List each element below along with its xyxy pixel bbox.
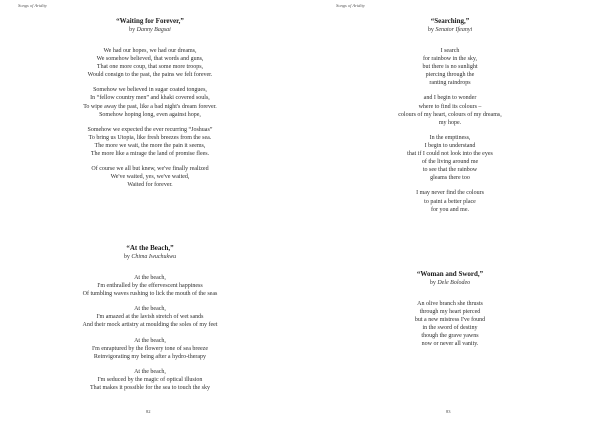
- poem-line: To bring us Utopia, like fresh breezes from the sea.: [88, 134, 212, 141]
- poem-line: colours of my heart, colours of my dreams,: [398, 111, 502, 118]
- poem-line: ranting raindrops: [429, 80, 471, 87]
- poem-line: Would consign to the past, the pains we felt forever.: [87, 72, 213, 79]
- poem-line: That makes it possible for the sea to touch the sky: [90, 385, 210, 392]
- poem-searching: [320, 17, 580, 214]
- poem-line: of the living around me: [421, 159, 479, 166]
- poem-byline: [320, 279, 580, 288]
- poem-line: Somehow we believed in sugar coated tongues,: [93, 87, 207, 94]
- poem-line: but there is no sunlight: [422, 64, 478, 71]
- poem-line: in the sword of destiny: [422, 325, 478, 332]
- poem-line: Reinvigorating my being after a hydro-therapy: [93, 353, 207, 360]
- poem-line: Somehow we expected the ever recurring “Joshuas”: [87, 126, 213, 133]
- poem-byline: [320, 26, 580, 35]
- poem-line: my hope.: [438, 119, 462, 126]
- poem-line: for you and me.: [431, 206, 469, 213]
- stanza: [20, 368, 280, 392]
- page-number: 82: [146, 409, 151, 414]
- poem-line: That one more coup, that some more troops,: [96, 64, 204, 71]
- poem-title: “Searching,”: [430, 17, 470, 25]
- stanza: [20, 47, 280, 79]
- by-label: by: [123, 254, 130, 260]
- stanza: [20, 305, 280, 329]
- poem-line: We've waited, yes, we've waited,: [110, 174, 190, 181]
- poem-title: “Waiting for Forever,”: [116, 17, 184, 25]
- running-header: Songs of Aridity: [336, 3, 365, 8]
- poem-author: Dele Bolodeo: [437, 280, 471, 286]
- poem-line: I may never find the colours: [416, 190, 484, 197]
- poem-byline: [20, 26, 280, 35]
- poem-author: Senator Ifeanyi: [435, 27, 473, 33]
- by-label: by: [429, 280, 436, 286]
- by-label: by: [129, 27, 136, 33]
- poem-line: but a new mistress I've found: [414, 317, 486, 324]
- poem-line: I'm seduced by the magic of optical illusion: [97, 376, 203, 383]
- poem-line: to see that the rainbow: [422, 167, 478, 174]
- poem-line: to paint a better place: [424, 198, 476, 205]
- stanza: [320, 47, 580, 87]
- poem-line: To wipe away the past, like a bad night's dream forever.: [83, 103, 217, 110]
- poem-title: “At the Beach,”: [126, 244, 174, 252]
- poem-line: Somehow hoping long, even against hope,: [99, 111, 201, 118]
- poem-line: and I begin to wonder: [423, 95, 477, 102]
- poem-line: though the grave yawns: [421, 333, 479, 340]
- poem-line: At the beach,: [134, 306, 166, 313]
- poem-line: The more like a mirage the land of promise flees.: [90, 151, 210, 158]
- poem-line: We had our hopes, we had our dreams,: [103, 48, 197, 54]
- running-header: Songs of Aridity: [18, 3, 47, 8]
- poem-line: At the beach,: [134, 368, 166, 375]
- poem-line: through my heart pierced: [419, 309, 481, 316]
- page-number: 83: [446, 409, 451, 414]
- poem-line: I'm amazed at the lavish stretch of wet sands: [96, 314, 204, 321]
- by-label: by: [427, 27, 434, 33]
- poem-author: Danny Bagsai: [136, 27, 171, 33]
- poem-line: Of tumbling waves rushing to lick the mouth of the seas: [82, 291, 218, 298]
- poem-line: Of course we all but knew, we've finally realized: [91, 166, 209, 173]
- poem-byline: [20, 253, 280, 262]
- poem-line: The more we wait, the more the pain it seems,: [94, 142, 206, 149]
- poem-line: I'm enthralled by the effervescent happiness: [97, 283, 203, 290]
- poem-line: In the emptiness,: [429, 134, 471, 141]
- poem-author: Chima Iwuchukwu: [131, 254, 177, 260]
- poem-woman-and-sword: [320, 270, 580, 349]
- poem-title: “Woman and Sword,”: [416, 270, 484, 278]
- stanza: [320, 134, 580, 183]
- stanza: [20, 86, 280, 118]
- right-page: [300, 0, 600, 424]
- poem-line: gleams there too: [430, 175, 470, 182]
- stanza: [20, 126, 280, 158]
- poem-line: I'm enraptured by the flowery tone of sea breeze: [91, 345, 209, 352]
- stanza: [320, 300, 580, 349]
- poem-at-the-beach: [20, 244, 280, 392]
- poem-line: At the beach,: [134, 275, 166, 281]
- poem-line: And their mock artistry at moulding the soles of my feet: [82, 322, 218, 329]
- poem-line: Waited for forever.: [127, 182, 173, 189]
- poem-line: I search: [440, 48, 460, 54]
- poem-line: We somehow believed, that words and guns,: [96, 56, 204, 63]
- stanza: [320, 189, 580, 213]
- poem-line: now or never all vanity.: [421, 341, 479, 348]
- poem-line: for rainbow in the sky,: [422, 56, 478, 63]
- stanza: [20, 165, 280, 189]
- poem-line: At the beach,: [134, 337, 166, 344]
- poem-line: I begin to understand: [424, 142, 476, 149]
- stanza: [320, 94, 580, 126]
- poem-line: that if I could not look into the eyes: [407, 151, 493, 158]
- poem-line: where to find its colours –: [418, 103, 482, 110]
- stanza: [20, 337, 280, 361]
- poem-line: In “fellow country men” and khaki covered souls,: [90, 95, 210, 102]
- poem-line: piercing through the: [425, 72, 475, 79]
- poem-waiting-for-forever: [20, 17, 280, 189]
- poem-line: An olive branch she thrusts: [417, 301, 483, 307]
- stanza: [20, 274, 280, 298]
